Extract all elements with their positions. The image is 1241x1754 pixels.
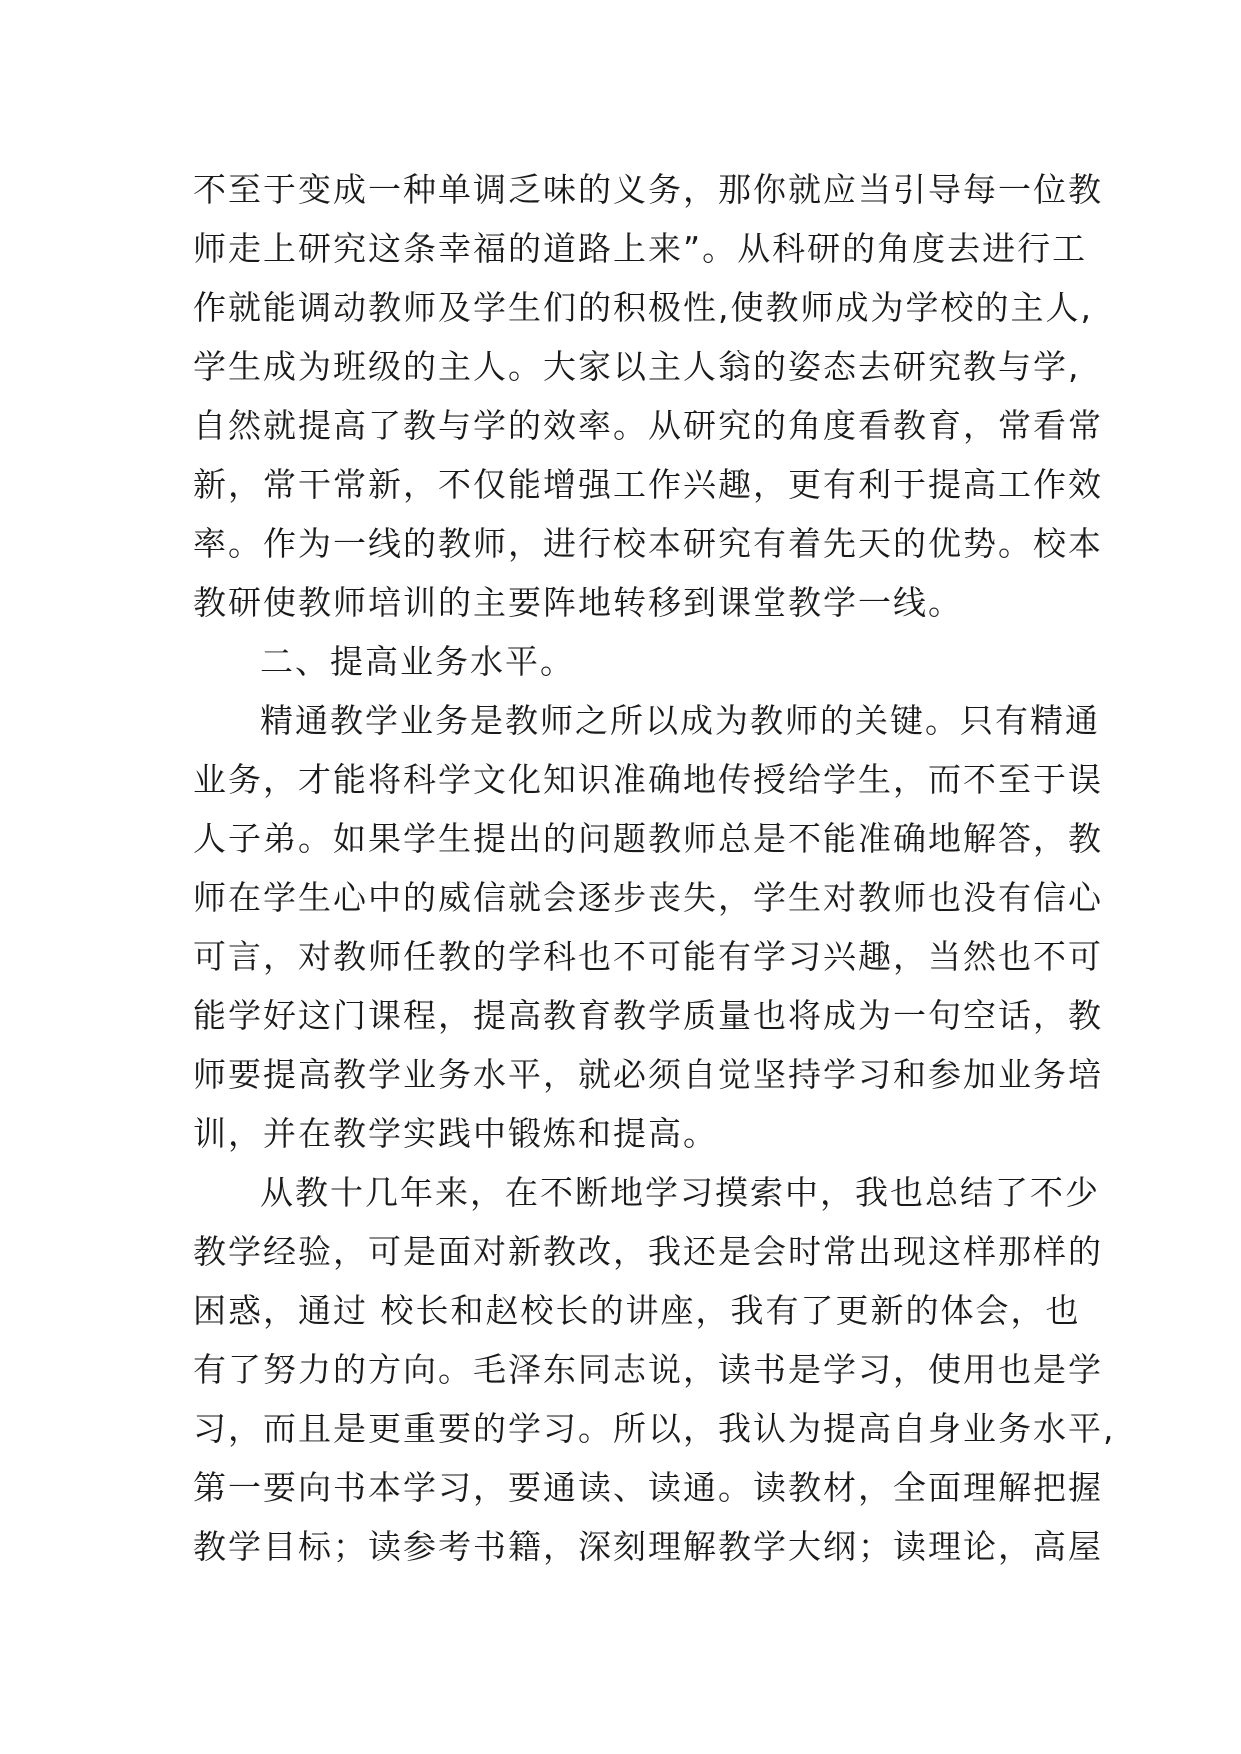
text-line: 能学好这门课程，提高教育教学质量也将成为一句空话，教 (193, 996, 1103, 1035)
text-line: 师要提高教学业务水平，就必须自觉坚持学习和参加业务培 (193, 1055, 1103, 1094)
text-line: 人子弟。如果学生提出的问题教师总是不能准确地解答，教 (193, 819, 1103, 858)
text-line: 第一要向书本学习，要通读、读通。读教材，全面理解把握 (193, 1468, 1103, 1507)
text-line: 率。作为一线的教师，进行校本研究有着先天的优势。校本 (193, 524, 1103, 563)
text-line: 有了努力的方向。毛泽东同志说，读书是学习，使用也是学 (193, 1350, 1103, 1389)
text-line: 教学目标；读参考书籍，深刻理解教学大纲；读理论，高屋 (193, 1527, 1103, 1566)
text-line: 作就能调动教师及学生们的积极性,使教师成为学校的主人, (193, 288, 1093, 327)
text-line: 新，常干常新，不仅能增强工作兴趣，更有利于提高工作效 (193, 465, 1103, 504)
paragraph-first-line: 从教十几年来，在不断地学习摸索中，我也总结了不少 (260, 1173, 1100, 1212)
text-line: 师在学生心中的威信就会逐步丧失，学生对教师也没有信心 (193, 878, 1103, 917)
text-line: 训，并在教学实践中锻炼和提高。 (193, 1114, 718, 1153)
text-line: 教学经验，可是面对新教改，我还是会时常出现这样那样的 (193, 1232, 1103, 1271)
text-line: 不至于变成一种单调乏味的义务，那你就应当引导每一位教 (193, 170, 1103, 209)
text-line: 困惑，通过 校长和赵校长的讲座，我有了更新的体会，也 (193, 1291, 1081, 1330)
text-line: 自然就提高了教与学的效率。从研究的角度看教育，常看常 (193, 406, 1103, 445)
text-line: 教研使教师培训的主要阵地转移到课堂教学一线。 (193, 583, 963, 622)
paragraph-first-line: 精通教学业务是教师之所以成为教师的关键。只有精通 (260, 701, 1100, 740)
text-line: 可言，对教师任教的学科也不可能有学习兴趣，当然也不可 (193, 937, 1103, 976)
text-line: 习，而且是更重要的学习。所以，我认为提高自身业务水平, (193, 1409, 1116, 1448)
body-text (193, 160, 1116, 1576)
text-line: 业务，才能将科学文化知识准确地传授给学生，而不至于误 (193, 760, 1103, 799)
text-line: 学生成为班级的主人。大家以主人翁的姿态去研究教与学, (193, 347, 1081, 386)
section-heading: 二、提高业务水平。 (260, 642, 575, 681)
text-line: 师走上研究这条幸福的道路上来”。从科研的角度去进行工 (193, 229, 1088, 268)
